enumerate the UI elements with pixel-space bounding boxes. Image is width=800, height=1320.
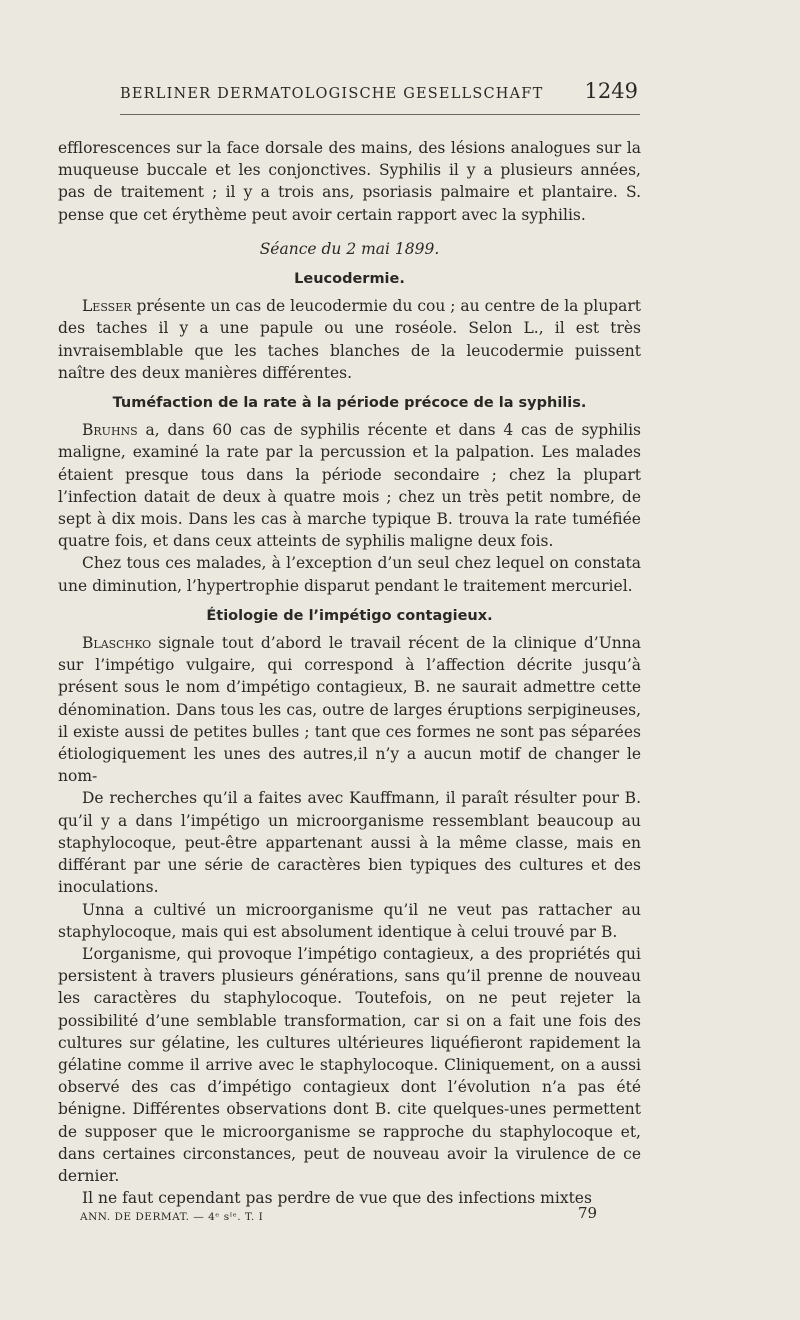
- signature-mark: 79: [578, 1204, 598, 1222]
- paragraph-tumefaction-1: [58, 419, 641, 552]
- author-name-bruhns: Bruhns: [82, 421, 138, 440]
- header-rule: [120, 114, 640, 115]
- running-header: [120, 78, 640, 108]
- paragraph-impetigo-1: [58, 632, 641, 787]
- paragraph-intro: efflorescences sur la face dorsale des mains, des lésions analogues sur la muqueuse buccale et les conjonctives. Syphilis il y a plusieurs années, pas de traitement ; il y a trois ans, psoriasis palmaire et plantaire. S. pense que cet érythème peut avoir certain rapport avec la syphilis.: [58, 139, 641, 224]
- paragraph-tumefaction-2: Chez tous ces malades, à l’exception d’un seul chez lequel on constata une diminution, l’hypertrophie disparut pendant le traitement mercuriel.: [58, 554, 641, 595]
- article-body: [58, 137, 641, 1209]
- paragraph-leucodermie: [58, 295, 641, 384]
- running-title: BERLINER DERMATOLOGISCHE GESELLSCHAFT: [120, 86, 544, 102]
- journal-reference: ANN. DE DERMAT. — 4ᵉ sᴵᵉ. T. I: [80, 1211, 264, 1223]
- paragraph-impetigo-4: L’organisme, qui provoque l’impétigo contagieux, a des propriétés qui persistent à travers plusieurs générations, sans qu’il prenne de nouveau les caractères du staphylocoque. Toutefois, on ne peut rejeter la possibilité d’une semblable transformation, car si on a fait une fois des cultures sur gélatine, les cultures ultérieures liquéfieront rapidement la gélatine comme il arrive avec le staphylocoque. Cliniquement, on a aussi observé des cas d’impétigo contagieux dont l’évolution n’a pas été bénigne. Différentes observations dont B. cite quelques-unes permettent de supposer que le microorganisme se rapproche du staphylocoque et, dans certaines circonstances, peut de nouveau avoir la virulence de ce dernier.: [58, 944, 641, 1185]
- section-heading-leucodermie: Leucodermie.: [294, 271, 405, 288]
- paragraph-impetigo-5: Il ne faut cependant pas perdre de vue que des infections mixtes: [82, 1189, 592, 1208]
- session-date: Séance du 2 mai 1899.: [259, 239, 440, 258]
- author-name-blaschko: Blaschko: [82, 634, 152, 653]
- paragraph-impetigo-3: Unna a cultivé un microorganisme qu’il ne veut pas rattacher au staphylocoque, mais qui est absolument identique à celui trouvé par B.: [58, 900, 641, 941]
- section-heading-tumefaction: Tuméfaction de la rate à la période précoce de la syphilis.: [112, 395, 587, 412]
- page-number: 1249: [584, 79, 638, 103]
- paragraph-impetigo-2: De recherches qu’il a faites avec Kauffmann, il paraît résulter pour B. qu’il y a dans l’impétigo un microorganisme ressemblant beaucoup au staphylocoque, peut-être appartenant aussi à la même classe, mais en différant par une série de caractères bien typiques des cultures et des inoculations.: [58, 789, 641, 897]
- paragraph-leucodermie-text: présente un cas de leucodermie du cou ; au centre de la plupart des taches il y a une papule ou une roséole. Selon L., il est très invraisemblable que les taches blanches de la leucodermie puissent naître des deux manières différentes.: [58, 297, 641, 382]
- page-footer: [80, 1204, 600, 1228]
- section-heading-impetigo: Étiologie de l’impétigo contagieux.: [206, 607, 493, 624]
- paragraph-impetigo-1-text: signale tout d’abord le travail récent de la clinique d’Unna sur l’impétigo vulgaire, qui correspond à l’affection décrite jusqu’à présent sous le nom d’impétigo contagieux, B. ne saurait admettre cette dénomination. Dans tous les cas, outre de larges éruptions serpigineuses, il existe aussi de petites bulles ; tant que ces formes ne sont pas séparées étiologiquement les unes des autres,il n’y a aucun motif de changer le nom-: [58, 634, 641, 786]
- paragraph-tumefaction-1-text: a, dans 60 cas de syphilis récente et dans 4 cas de syphilis maligne, examiné la rate par la percussion et la palpation. Les malades étaient presque tous dans la période secondaire ; chez la plupart l’infection datait de deux à quatre mois ; chez un très petit nombre, de sept à dix mois. Dans les cas à marche typique B. trouva la rate tuméfiée quatre fois, et dans ceux atteints de syphilis maligne deux fois.: [58, 421, 641, 551]
- author-name-lesser: Lesser: [82, 297, 132, 316]
